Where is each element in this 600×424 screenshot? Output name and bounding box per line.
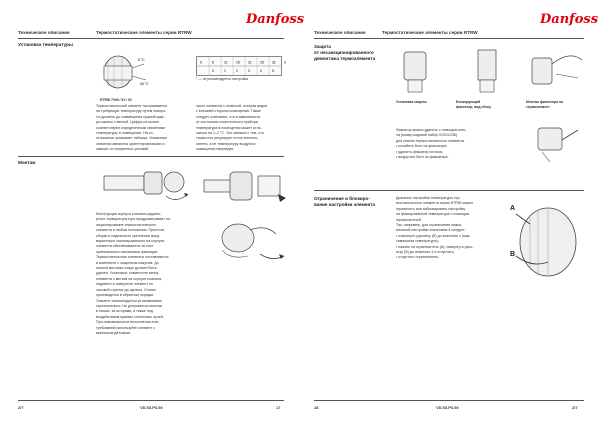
right-page [300, 0, 600, 424]
left-foot-num: 17 [276, 405, 281, 410]
protection-figure-3 [526, 44, 586, 96]
mounting-figure-3 [200, 216, 290, 264]
scale-label-top: 0 [200, 60, 202, 65]
thermostat-head-figure [98, 50, 158, 95]
caption-mount: Монтаж фиксатора на термоэлемент [526, 100, 563, 109]
protection-text: Фиксатор можно удалить с помощью клю- ча (номер кодовой набор 013G1236) для снятия термостатического элемента. • ослабить болт на фиксаторе; • удалить фиксатор из паза; • выкрутить болт из фиксатора. [396, 128, 467, 160]
section-title-mounting: Монтаж [18, 160, 36, 165]
scale-label-bottom: 4 [260, 69, 262, 73]
scale-label-top: 26 [260, 60, 264, 65]
section-title-temperature: Установка температуры [18, 42, 73, 47]
left-header-title: Термостатические элементы серии RTRW [96, 30, 192, 35]
mounting-text: Конструкция корпуса клапана радиато- рного терморегулятора предусматривает по- зиционирование термостатического элемента в любом положении. Простота сборки и надежность крепления пред- варительно смонтированного на корпусе элемента обеспечиваются за счет оригинального механизма фиксации. Термостатические элементы поставляются в комплекте с защитным кожухом. До начала монтажа кожух должен быть удален. Установка: совместите метку элемента с меткой на корпусе клапана, надавите и поверните элемент по часовой стрелке до щелчка. Снятие производится в обратном порядке. Элемент рекомендуется устанавливать горизонтально. Не допускается монтаж в нишах, за шторами, а также под воздействием прямых солнечных лучей. При невозможности выполнения этих требований используйте элемент с выносным датчиком. [96, 212, 172, 335]
scale-label-top: 31 [272, 60, 276, 65]
scale-label-bottom: 5 [272, 69, 274, 73]
scale-label-bottom: 1 [224, 69, 226, 73]
scale-label-bottom: 2 [236, 69, 238, 73]
scale-label-top: 21 [248, 60, 252, 65]
left-foot-page: 2/7 [18, 405, 24, 410]
right-header-section: Техническое описание [314, 30, 366, 35]
label-b: B [510, 251, 516, 258]
scale-label-top: 3 [284, 60, 286, 65]
header-rule [18, 38, 284, 39]
footer-rule-right [314, 400, 584, 401]
mounting-figure-1 [96, 166, 196, 206]
scale-label-top: 6 [212, 60, 214, 65]
protection-figure-1 [396, 46, 436, 96]
label-a: A [510, 205, 516, 212]
scale-caption: * — не рекомендуется настройка [196, 77, 249, 81]
right-foot-num: 18 [314, 405, 319, 410]
brand-logo-right: Danfoss [540, 12, 599, 27]
section-title-protection: Защита от несанкционированного демонтажа термоэлемента [314, 44, 376, 61]
temperature-scale-table [196, 56, 286, 76]
left-foot-code: VD.53.P3.50 [140, 405, 163, 410]
right-foot-page: 2/7 [572, 405, 578, 410]
key-tool-figure [532, 118, 582, 166]
scale-label-bottom: 0 [212, 69, 214, 73]
svg-text:26 °C: 26 °C [140, 82, 149, 86]
header-rule-right [314, 38, 584, 39]
section-rule-right [314, 190, 584, 191]
section-rule [18, 156, 284, 157]
scale-label-top: 16 [236, 60, 240, 65]
protection-figure-2 [468, 46, 508, 96]
limiting-figure [508, 196, 590, 286]
model-label: RTRW 7090 / 91 / 92 [100, 98, 132, 102]
scale-label-top: 11 [224, 60, 228, 65]
caption-install: Установка защиты [396, 100, 428, 104]
caption-fixer: Блокирующий фиксатор, вид сбоку [456, 100, 492, 109]
right-header-title: Термостатические элементы серии RTRW [382, 30, 478, 35]
mounting-figure-2 [200, 166, 290, 206]
section-title-limiting: Ограничение и блокиро- вание настройки элемента [314, 196, 376, 207]
temperature-text-col1: Термостатический элемент настраивается на требуемую температуру путем поворо- та рукоятки до совмещения нужной циф- ры шкалы с меткой. Цифры на шкале соответствуют определенным значениям температуры в помещении. На со- отношение указывает таблица. Указанные значения являются ориентировочными и зависят от конкретных условий. [96, 104, 168, 152]
svg-text:5 °C: 5 °C [138, 58, 145, 62]
right-foot-code: VD.53.P3.50 [436, 405, 459, 410]
left-header-section: Техническое описание [18, 30, 70, 35]
temperature-text-col2: часть элемента с отметкой, которая видна с внешней стороны помещения. Также следует учитывать, что в зависимости от состояния отопительного прибора температура в помещении может отли- чаться на 1–2 °С. Это связано с тем, что термостат регулирует поток теплоно- сителя, а не температуру воздуха в помещении напрямую. [196, 104, 268, 152]
brand-logo: Danfoss [246, 12, 305, 27]
footer-rule [18, 400, 284, 401]
limiting-text: Диапазон настройки температуры тер- мостатического элемента серии RTRW можно ограничить или заблокировать настройку на фиксированной температуре с помощью ограничителей. Так, например, для ограничения макси- мальной настройки значением 4 следует: • повернуть рукоятку (B) до значения 4 (мак- симальная температура); • нажать на ограничитель (A), повернуть руко- ятку (B) до значения 4 и отпустить; • отпустить ограничитель. [396, 196, 474, 260]
scale-label-bottom: 3 [248, 69, 250, 73]
